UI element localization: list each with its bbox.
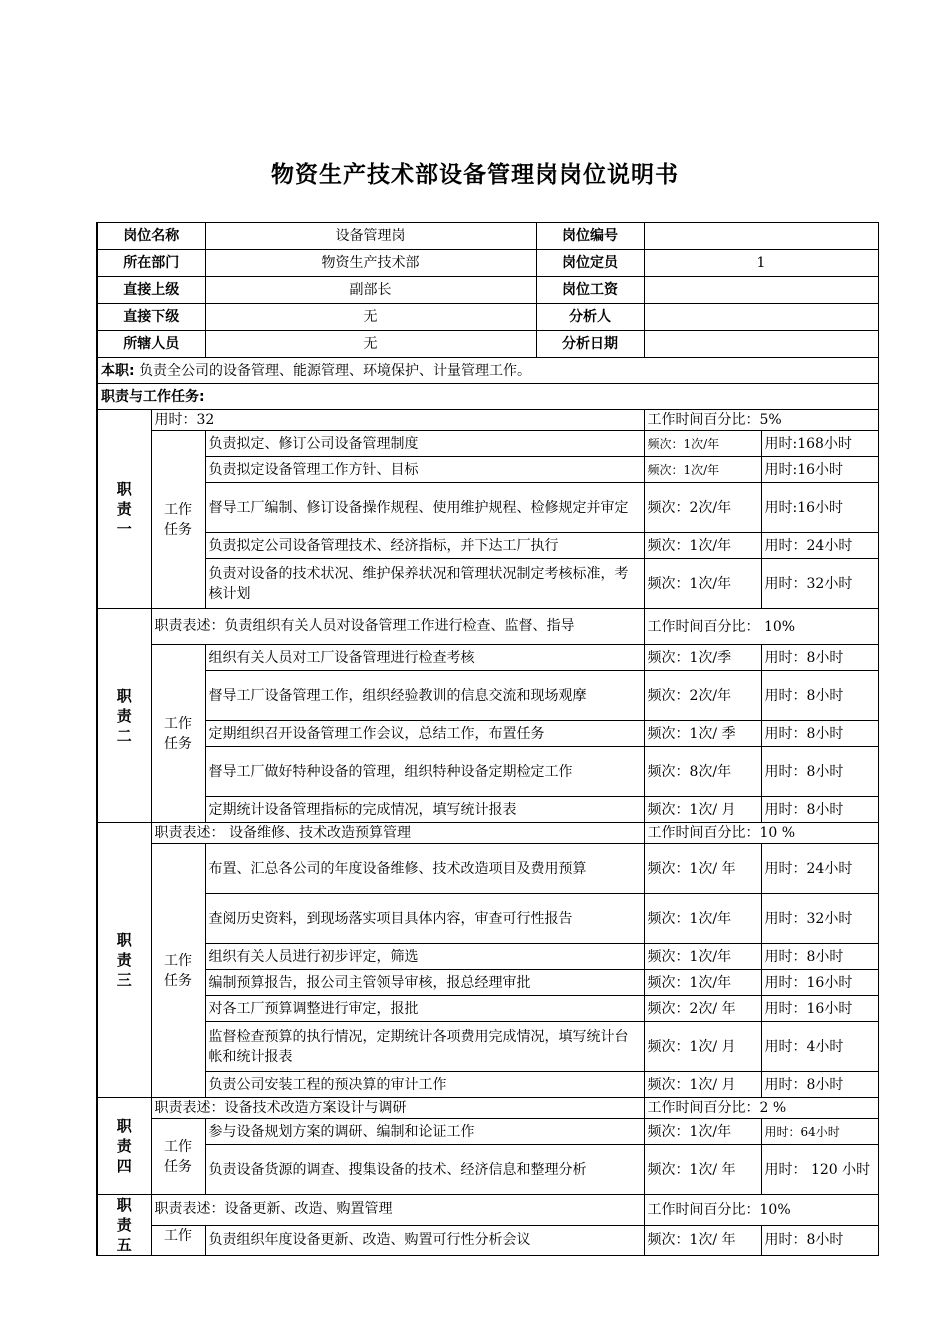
duty-time-percent: 工作时间百分比：10% <box>644 1195 878 1226</box>
subordinate-value: 无 <box>205 304 536 331</box>
row-managed <box>97 331 878 358</box>
duty-desc-row <box>97 609 878 645</box>
task-frequency: 频次：1次/年 <box>644 431 761 457</box>
managed-value: 无 <box>205 331 536 358</box>
task-row <box>97 721 878 747</box>
task-text: 负责拟定设备管理工作方针、目标 <box>205 457 644 483</box>
task-hours: 用时：8小时 <box>761 747 878 797</box>
work-task-label: 工作 <box>151 1225 205 1256</box>
row-main-duty <box>97 358 878 384</box>
task-frequency: 频次：1次/年 <box>644 944 761 970</box>
task-row <box>97 483 878 533</box>
salary-label: 岗位工资 <box>536 277 644 304</box>
task-hours: 用时：4小时 <box>761 1022 878 1072</box>
task-text: 布置、汇总各公司的年度设备维修、技术改造项目及费用预算 <box>205 844 644 894</box>
duty-desc-row <box>97 823 878 844</box>
task-text: 查阅历史资料，到现场落实项目具体内容，审查可行性报告 <box>205 894 644 944</box>
task-frequency: 频次：1次/年 <box>644 457 761 483</box>
task-row <box>97 894 878 944</box>
duty-time-percent: 工作时间百分比：5% <box>644 410 878 431</box>
duty-desc-row <box>97 1098 878 1119</box>
task-frequency: 频次：1次/ 月 <box>644 1022 761 1072</box>
managed-label: 所辖人员 <box>97 331 205 358</box>
duty-name: 职 责 二 <box>97 609 151 823</box>
task-hours: 用时:168小时 <box>761 431 878 457</box>
duty-time-percent: 工作时间百分比： 10% <box>644 609 878 645</box>
superior-label: 直接上级 <box>97 277 205 304</box>
task-row <box>97 1119 878 1145</box>
row-subordinate <box>97 304 878 331</box>
task-text: 负责拟定、修订公司设备管理制度 <box>205 431 644 457</box>
task-frequency: 频次：1次/年 <box>644 894 761 944</box>
position-code-value <box>644 223 878 250</box>
task-frequency: 频次：2次/年 <box>644 483 761 533</box>
analyst-label: 分析人 <box>536 304 644 331</box>
analysis-date-label: 分析日期 <box>536 331 644 358</box>
task-text: 监督检查预算的执行情况，定期统计各项费用完成情况，填写统计台帐和统计报表 <box>205 1022 644 1072</box>
task-hours: 用时：24小时 <box>761 844 878 894</box>
duty-name: 职 责 四 <box>97 1098 151 1195</box>
page-title: 物资生产技术部设备管理岗岗位说明书 <box>271 162 679 188</box>
main-duty-label: 本职: <box>101 362 135 379</box>
subordinate-label: 直接下级 <box>97 304 205 331</box>
duty-name: 职 责 三 <box>97 823 151 1098</box>
task-row <box>97 1022 878 1072</box>
task-row <box>97 996 878 1022</box>
duty-name: 职 责 五 <box>97 1195 151 1256</box>
work-task-label: 工作 任务 <box>151 844 205 1098</box>
task-row <box>97 431 878 457</box>
task-text: 组织有关人员对工厂设备管理进行检查考核 <box>205 645 644 671</box>
row-duties-header <box>97 384 878 410</box>
task-hours: 用时：8小时 <box>761 797 878 823</box>
task-text: 督导工厂设备管理工作，组织经验教训的信息交流和现场观摩 <box>205 671 644 721</box>
duty-description: 职责表述： 设备维修、技术改造预算管理 <box>151 823 644 844</box>
task-frequency: 频次：1次/季 <box>644 645 761 671</box>
position-code-label: 岗位编号 <box>536 223 644 250</box>
task-row <box>97 533 878 559</box>
headcount-value: 1 <box>644 250 878 277</box>
work-task-label: 工作 任务 <box>151 431 205 609</box>
task-row <box>97 944 878 970</box>
duty-description: 职责表述：设备技术改造方案设计与调研 <box>151 1098 644 1119</box>
task-text: 对各工厂预算调整进行审定，报批 <box>205 996 644 1022</box>
task-frequency: 频次：8次/年 <box>644 747 761 797</box>
task-row <box>97 1225 878 1256</box>
duties-header: 职责与工作任务: <box>97 384 878 410</box>
task-frequency: 频次：1次/ 年 <box>644 1145 761 1195</box>
duty-time-percent: 工作时间百分比：2 % <box>644 1098 878 1119</box>
task-frequency: 频次：1次/年 <box>644 559 761 609</box>
duty-description: 职责表述：负责组织有关人员对设备管理工作进行检查、监督、指导 <box>151 609 644 645</box>
analysis-date-value <box>644 331 878 358</box>
task-hours: 用时：8小时 <box>761 671 878 721</box>
task-row <box>97 747 878 797</box>
task-hours: 用时：8小时 <box>761 1225 878 1256</box>
duty-desc-row <box>97 410 878 431</box>
task-row <box>97 1072 878 1098</box>
task-row <box>97 457 878 483</box>
task-frequency: 频次：1次/ 年 <box>644 1225 761 1256</box>
main-duty-cell <box>97 358 878 384</box>
task-hours: 用时：8小时 <box>761 645 878 671</box>
department-value: 物资生产技术部 <box>205 250 536 277</box>
row-department <box>97 250 878 277</box>
task-text: 负责对设备的技术状况、维护保养状况和管理状况制定考核标准，考核计划 <box>205 559 644 609</box>
duty-desc-row <box>97 1195 878 1226</box>
position-name-label: 岗位名称 <box>97 223 205 250</box>
task-row <box>97 844 878 894</box>
task-hours: 用时:16小时 <box>761 457 878 483</box>
row-superior <box>97 277 878 304</box>
task-hours: 用时:16小时 <box>761 483 878 533</box>
task-row <box>97 1145 878 1195</box>
task-hours: 用时：32小时 <box>761 559 878 609</box>
task-row <box>97 797 878 823</box>
task-text: 参与设备规划方案的调研、编制和论证工作 <box>205 1119 644 1145</box>
department-label: 所在部门 <box>97 250 205 277</box>
task-text: 定期组织召开设备管理工作会议，总结工作，布置任务 <box>205 721 644 747</box>
task-text: 组织有关人员进行初步评定，筛选 <box>205 944 644 970</box>
duty-description: 用时：32 <box>151 410 644 431</box>
task-frequency: 频次：1次/ 月 <box>644 1072 761 1098</box>
job-description-table <box>96 222 879 1256</box>
task-hours: 用时：32小时 <box>761 894 878 944</box>
task-hours: 用时：8小时 <box>761 1072 878 1098</box>
duty-description: 职责表述：设备更新、改造、购置管理 <box>151 1195 644 1226</box>
task-frequency: 频次：1次/ 年 <box>644 844 761 894</box>
task-text: 编制预算报告，报公司主管领导审核，报总经理审批 <box>205 970 644 996</box>
task-row <box>97 671 878 721</box>
task-text: 督导工厂编制、修订设备操作规程、使用维护规程、检修规定并审定 <box>205 483 644 533</box>
superior-value: 副部长 <box>205 277 536 304</box>
task-text: 负责拟定公司设备管理技术、经济指标，并下达工厂执行 <box>205 533 644 559</box>
task-hours: 用时：16小时 <box>761 970 878 996</box>
task-text: 负责组织年度设备更新、改造、购置可行性分析会议 <box>205 1225 644 1256</box>
row-position-name <box>97 223 878 250</box>
analyst-value <box>644 304 878 331</box>
task-text: 定期统计设备管理指标的完成情况，填写统计报表 <box>205 797 644 823</box>
task-hours: 用时：64小时 <box>761 1119 878 1145</box>
work-task-label: 工作 任务 <box>151 1119 205 1195</box>
duty-name: 职 责 一 <box>97 410 151 609</box>
task-frequency: 频次：1次/ 季 <box>644 721 761 747</box>
task-hours: 用时：16小时 <box>761 996 878 1022</box>
position-name-value: 设备管理岗 <box>205 223 536 250</box>
task-text: 负责公司安装工程的预决算的审计工作 <box>205 1072 644 1098</box>
task-row <box>97 645 878 671</box>
task-frequency: 频次：1次/年 <box>644 970 761 996</box>
duty-time-percent: 工作时间百分比：10 % <box>644 823 878 844</box>
task-row <box>97 559 878 609</box>
task-frequency: 频次：1次/年 <box>644 1119 761 1145</box>
headcount-label: 岗位定员 <box>536 250 644 277</box>
task-hours: 用时： 120 小时 <box>761 1145 878 1195</box>
task-frequency: 频次：1次/ 月 <box>644 797 761 823</box>
task-frequency: 频次：1次/年 <box>644 533 761 559</box>
main-duty-text: 负责全公司的设备管理、能源管理、环境保护、计量管理工作。 <box>139 362 532 379</box>
salary-value <box>644 277 878 304</box>
work-task-label: 工作 任务 <box>151 645 205 823</box>
task-hours: 用时：8小时 <box>761 944 878 970</box>
task-text: 督导工厂做好特种设备的管理，组织特种设备定期检定工作 <box>205 747 644 797</box>
task-text: 负责设备货源的调查、搜集设备的技术、经济信息和整理分析 <box>205 1145 644 1195</box>
task-frequency: 频次：2次/ 年 <box>644 996 761 1022</box>
task-row <box>97 970 878 996</box>
task-hours: 用时：8小时 <box>761 721 878 747</box>
task-hours: 用时：24小时 <box>761 533 878 559</box>
task-frequency: 频次：2次/年 <box>644 671 761 721</box>
